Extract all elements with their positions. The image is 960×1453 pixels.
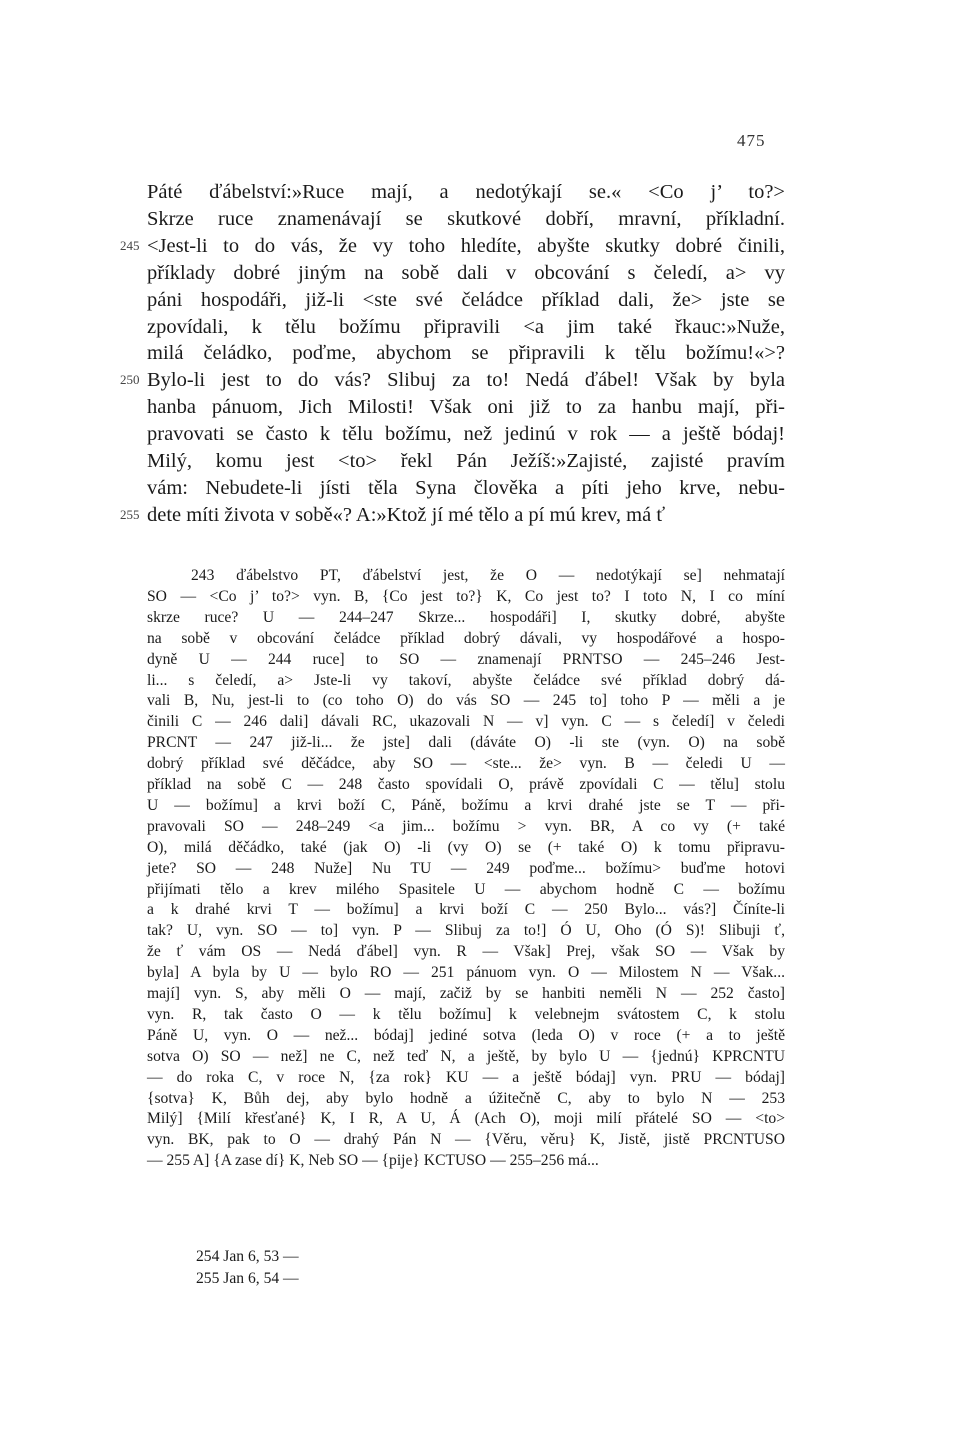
text-line: milá čeládko, poďme, abychom se připravili k tělu božímu!«>?: [147, 342, 785, 365]
apparatus-line: přijímati tělo a krev milého Spasitele U — abychom hodně C — božímu: [147, 880, 785, 898]
text-line: vám: Nebudete-li jísti těla Syna člověka a píti jeho krve, nebu-: [147, 476, 785, 499]
apparatus-line: li... s čeledí, a> Jste-li vy takoví, abyšte čeládce své příklad dobrý dá-: [147, 671, 785, 689]
line-number: 255: [120, 506, 140, 522]
apparatus-line: na sobě v obcování čeládce příklad dobrý dávali, vy hospodářové a hospo-: [147, 629, 785, 647]
text-line: zpovídali, k tělu božímu připravili <a jim také řkauc:»Nuže,: [147, 315, 785, 338]
apparatus-line: 243 ďábelstvo PT, ďábelství jest, že O — nedotýkají se] nehmatají: [191, 567, 785, 584]
text-line: příklady dobré jiným na sobě dali v obcování s čeledí, a> vy: [147, 261, 785, 284]
apparatus-line: dyně U — 244 ruce] to SO — znamenají PRNTSO — 245–246 Jest-: [147, 650, 785, 668]
apparatus-line: skrze ruce? U — 244–247 Skrze... hospodáři] I, skutky dobré, abyšte: [147, 608, 785, 626]
apparatus-line: vyn. R, tak často O — k tělu božímu] k velebnejm svátostem C, k stolu: [147, 1005, 785, 1023]
apparatus-line: — do roka C, v roce N, {za rok} KU — a ještě bódaj] vyn. PRU — bódaj]: [147, 1068, 785, 1086]
text-line: Bylo-li jest to do vás? Slibuj za to! Nedá ďábel! Však by byla: [147, 369, 785, 392]
apparatus-line: příklad na sobě C — 248 často spovídali O, právě zpovídali C — tělu] stolu: [147, 776, 785, 793]
apparatus-line: — 255 A] {A zase dí} K, Neb SO — {pije} KCTUSO — 255–256 má...: [147, 1152, 599, 1170]
apparatus-line: Páně U, vyn. O — než... bódaj] jediné sotva (leda O) v roce (+ a to ještě: [147, 1026, 785, 1044]
text-line: páni hospodáři, již-li <ste své čeládce příklad dali, že> jste se: [147, 288, 785, 311]
apparatus-line: byla] A byla by U — bylo RO — 251 pánuom vyn. O — Milostem N — Však...: [147, 964, 785, 982]
apparatus-line: pravovali SO — 248–249 <a jim... božímu > vyn. BR, A co vy (+ také: [147, 817, 785, 835]
apparatus-line: U — božímu] a krvi boží C, Páně, božímu a krvi drahé jste se T — při-: [147, 796, 785, 814]
apparatus-line: dobrý příklad své děčádce, aby SO — <ste... že> vyn. B — čeledi U —: [147, 755, 785, 773]
apparatus-line: Milý] {Milí křesťané} K, I R, A U, Á (Ach O), moji milí přátelé SO — <to>: [147, 1110, 785, 1128]
text-line: hanba pánuom, Jich Milosti! Však oni již to za hanbu mají, při-: [147, 396, 785, 419]
apparatus-line: mají] vyn. S, aby měli O — mají, začiž by se hanbiti neměli N — 252 často]: [147, 985, 785, 1002]
apparatus-line: a k drahé krvi T — božímu] a krvi boží C — 250 Bylo... vás?] Číníte-li: [147, 901, 785, 919]
page-number: 475: [737, 131, 766, 150]
line-number: 250: [120, 372, 140, 388]
biblical-references: [196, 1246, 299, 1290]
apparatus-line: jete? SO — 248 Nuže] Nu TU — 249 poďme... božímu> buďme hotovi: [147, 859, 785, 877]
apparatus-line: SO — <Co j’ to?> vyn. B, {Co jest to?} K, Co jest to? I toto N, I co míní: [147, 587, 785, 605]
apparatus-line: sotva O) SO — než] ne C, než teď N, a ještě, by bylo U — {jednú} KPRCNTU: [147, 1047, 785, 1065]
line-number: 245: [120, 237, 140, 253]
reference-line: 255 Jan 6, 54 —: [196, 1270, 299, 1287]
apparatus-line: {sotva} K, Bůh dej, aby bylo hodně a úžitečně C, aby to bylo N — 253: [147, 1089, 785, 1107]
apparatus-line: O), milá děčádko, také (jak O) -li (vy O) se (+ také O) k tomu připravu-: [147, 838, 785, 856]
apparatus-line: PRCNT — 247 již-li... že jste] dali (dáváte O) -li ste (vyn. O) na sobě: [147, 734, 785, 752]
apparatus-line: vali B, Nu, jest-li to (co toho O) do vás SO — 245 to] toho P — měli a je: [147, 692, 785, 710]
text-line: Skrze ruce znamenávají se skutkové dobří, mravní, příkladní.: [147, 207, 785, 230]
apparatus-line: vyn. BK, pak to O — drahý Pán N — {Věru, věru} K, Jistě, jistě PRCNTUSO: [147, 1131, 785, 1149]
apparatus-line: činili C — 246 dali] dávali RC, ukazovali N — v] vyn. C — s čeledí] v čeledi: [147, 713, 785, 731]
text-line: Páté ďábelství:»Ruce mají, a nedotýkají se.« <Co j’ to?>: [147, 181, 785, 203]
apparatus-line: že ť vám OS — Nedá ďábel] vyn. R — Však] Prej, však SO — Však by: [147, 943, 785, 961]
reference-line: 254 Jan 6, 53 —: [196, 1248, 299, 1265]
text-line: Milý, komu jest <to> řekl Pán Ježíš:»Zajisté, zajisté pravím: [147, 450, 785, 472]
text-line: <Jest-li to do vás, že vy toho hledíte, abyšte skutky dobré činili,: [147, 234, 785, 257]
text-line: pravovati se často k tělu božímu, než jedinú v rok — a ještě bódaj!: [147, 423, 785, 446]
apparatus-line: tak? U, vyn. SO — to] vyn. P — Slibuj za to!] Ó U, Oho (Ó S)! Slibuji ť,: [147, 922, 785, 940]
text-line: dete míti života v sobě«? A:»Ktož jí mé tělo a pí mú krev, má ť: [147, 503, 666, 526]
